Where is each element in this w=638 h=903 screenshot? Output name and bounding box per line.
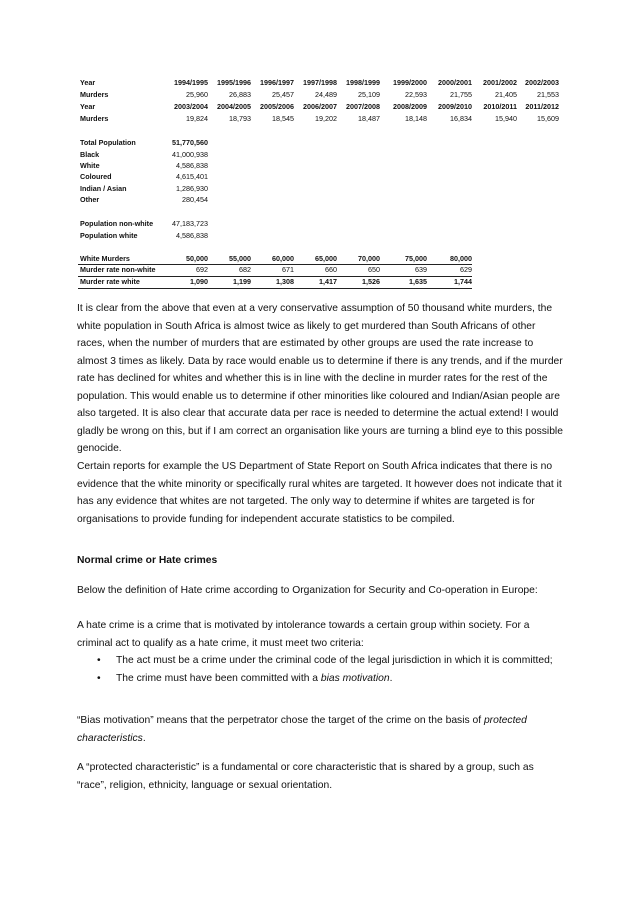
table-cell: 15,609	[537, 114, 559, 123]
row-label: Murders	[80, 114, 109, 123]
table-cell: 2003/2004	[174, 102, 208, 111]
row-label: Year	[80, 78, 96, 87]
row-label: Black	[80, 150, 100, 159]
table-cell: 2006/2007	[303, 102, 337, 111]
table-cell: 1,090	[190, 277, 208, 286]
row-label: White	[80, 161, 100, 170]
table-cell: 1,635	[409, 277, 427, 286]
table-cell: 1999/2000	[393, 78, 427, 87]
table-cell: 51,770,560	[172, 138, 208, 147]
table-cell: 18,487	[358, 114, 380, 123]
paragraph-definition-intro: Below the definition of Hate crime according to Organization for Security and Co-operation in Europe:	[77, 585, 538, 596]
list-item	[77, 652, 563, 670]
table-cell: 80,000	[450, 254, 472, 263]
table-cell: 18,148	[405, 114, 427, 123]
table-cell: 4,586,838	[176, 231, 208, 240]
table-cell: 1997/1998	[303, 78, 337, 87]
paragraph-analysis: It is clear from the above that even at a very conservative assumption of 50 thousand white murders, the white population in South Africa is almost twice as likely to get murdered than South Africans of other races, when the number of murders that are estimated by other groups are used the rate increase to almost 3 times as likely. Data by race would enable us to determine if there is any trends, and if the murder rate has declined for whites and whether this is in line with the decline in murder rates for the rest of the population. This would enable us to determine if other minorities like coloured and Indian/Asian people are also targeted. It is also clear that accurate data per race is needed to determine the actual extend! I would gladly be wrong on this, but if I am correct an organisation like yours are turning a blind eye to this possible genocide.	[77, 303, 563, 454]
table-cell: 2011/2012	[525, 102, 559, 111]
list-item	[77, 670, 563, 688]
paragraph-text-end: .	[142, 732, 146, 744]
table-cell: 2001/2002	[483, 78, 517, 87]
table-cell: 2007/2008	[346, 102, 380, 111]
table-cell: 24,489	[315, 90, 337, 99]
table-cell: 1,286,930	[176, 184, 208, 193]
table-cell: 25,960	[186, 90, 208, 99]
table-cell: 18,545	[272, 114, 294, 123]
table-cell: 4,615,401	[176, 172, 208, 181]
row-label: Population white	[80, 231, 138, 240]
table-cell: 2004/2005	[217, 102, 251, 111]
paragraph-text: “Bias motivation” means that the perpetrator chose the target of the crime on the basis of	[77, 715, 484, 726]
row-label: Other	[80, 195, 100, 204]
table-cell: 16,834	[450, 114, 472, 123]
table-rule	[78, 288, 472, 289]
table-cell: 60,000	[272, 254, 294, 263]
table-cell: 1994/1995	[174, 78, 208, 87]
table-cell: 280,454	[182, 195, 208, 204]
table-cell: 2009/2010	[438, 102, 472, 111]
table-cell: 26,883	[229, 90, 251, 99]
paragraph-emphasis: protected characteristics	[77, 715, 527, 744]
table-cell: 1,526	[362, 277, 380, 286]
paragraph-protected-characteristic: A “protected characteristic” is a fundamental or core characteristic that is shared by a group, such as “race”, religion, ethnicity, language or sexual orientation.	[77, 762, 534, 791]
table-cell: 47,183,723	[172, 219, 208, 228]
paragraph-us-report: Certain reports for example the US Department of State Report on South Africa indicates that there is no evidence that the white minority or specifically rural whites are targeted. It however does not indicate that it has any evidence that whites are not targeted. The only way to determine if whites are targeted is for organisations to provide funding for independent accurate statistics to be compiled.	[77, 461, 562, 525]
table-cell: 1,744	[454, 277, 472, 286]
table-cell: 25,457	[272, 90, 294, 99]
table-cell: 692	[196, 265, 208, 274]
table-cell: 18,793	[229, 114, 251, 123]
table-cell: 75,000	[405, 254, 427, 263]
table-cell: 65,000	[315, 254, 337, 263]
row-label: Murder rate white	[80, 277, 140, 286]
criteria-list	[77, 652, 563, 687]
list-item-emphasis: bias motivation	[320, 672, 390, 684]
table-cell: 671	[282, 265, 294, 274]
table-cell: 2010/2011	[483, 102, 517, 111]
table-cell: 21,553	[537, 90, 559, 99]
bullet-icon: •	[97, 672, 101, 684]
row-label: Indian / Asian	[80, 184, 127, 193]
table-cell: 1,417	[319, 277, 337, 286]
row-label: Total Population	[80, 138, 136, 147]
bullet-icon: •	[97, 655, 101, 666]
table-cell: 50,000	[186, 254, 208, 263]
table-cell: 639	[415, 265, 427, 274]
table-cell: 2008/2009	[393, 102, 427, 111]
table-cell: 2005/2006	[260, 102, 294, 111]
list-item-text-end: .	[389, 672, 393, 684]
table-cell: 1,308	[276, 277, 294, 286]
table-cell: 21,405	[495, 90, 517, 99]
table-cell: 19,202	[315, 114, 337, 123]
table-cell: 1995/1996	[217, 78, 251, 87]
table-cell: 21,755	[450, 90, 472, 99]
row-label: Coloured	[80, 172, 112, 181]
paragraph-bias-motivation	[77, 712, 563, 747]
table-cell: 41,000,938	[172, 150, 208, 159]
table-cell: 629	[460, 265, 472, 274]
table-cell: 70,000	[358, 254, 380, 263]
table-cell: 660	[325, 265, 337, 274]
table-cell: 19,824	[186, 114, 208, 123]
murder-statistics-table	[0, 0, 638, 300]
row-label: Murders	[80, 90, 109, 99]
table-cell: 1996/1997	[260, 78, 294, 87]
list-item-text: The crime must have been committed with a	[116, 672, 321, 684]
table-cell: 2000/2001	[438, 78, 472, 87]
table-cell: 650	[368, 265, 380, 274]
list-item-text: The act must be a crime under the criminal code of the legal jurisdiction in which it is committed;	[116, 655, 553, 666]
table-cell: 2002/2003	[525, 78, 559, 87]
row-label: Murder rate non-white	[80, 265, 156, 274]
table-cell: 15,940	[495, 114, 517, 123]
table-cell: 1998/1999	[346, 78, 380, 87]
table-cell: 1,199	[233, 277, 251, 286]
row-label: White Murders	[80, 254, 130, 263]
section-heading: Normal crime or Hate crimes	[77, 555, 218, 566]
row-label: Year	[80, 102, 96, 111]
table-cell: 4,586,838	[176, 161, 208, 170]
table-cell: 25,109	[358, 90, 380, 99]
row-label: Population non-white	[80, 219, 154, 228]
paragraph-hate-crime-definition: A hate crime is a crime that is motivated by intolerance towards a certain group within society. For a criminal act to qualify as a hate crime, it must meet two criteria:	[77, 620, 530, 649]
table-cell: 682	[239, 265, 251, 274]
table-cell: 55,000	[229, 254, 251, 263]
table-cell: 22,593	[405, 90, 427, 99]
